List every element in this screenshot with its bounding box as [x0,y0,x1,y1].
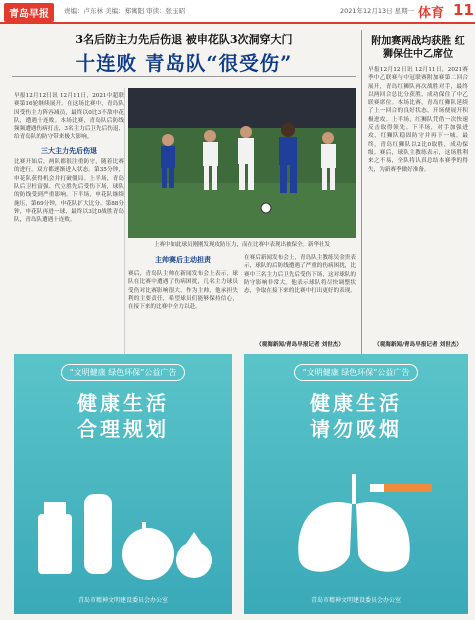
editors-line: 责编：卢东林 美编：郑寓阳 审读：张玉昭 [64,7,186,15]
photo-caption: 上赛中如此球员刚刚发现攻防压力，而在比赛中表现出被保全。新华社发 [153,242,330,248]
article-byline: （观海新闻/青岛早报记者 刘世杰） [256,342,344,348]
headline-divider [12,76,356,77]
poster-tag: “文明健康 绿色环保”公益广告 [61,364,186,381]
healthy-food-illustration [28,474,218,584]
poster-footer: 青岛市精神文明建设委员会办公室 [77,597,168,604]
article-body-coach: 赛后，青岛队主帅在新闻发布会上表示，球队在比赛中遭遇了伤病困扰，几名主力球员受伤对比赛影响很大。作为主帅，他承担失利的主要责任，希望球员们能够保持信心，在接下来的比赛中全力以赴。 [128,271,238,311]
section-divider [361,30,362,356]
lungs-cigarette-illustration [274,464,444,584]
poster-title-line1: 健康生活 [77,391,169,415]
article-body-press: 在赛后新闻发布会上，青岛队主教练吴金贵表示，球队的后防线遭遇了严重的伤病困扰，比赛中三名主力后卫先后受伤下场，这对球队的防守影响非常大。他表示球队将尽快调整状态，争取在接下来的比赛中打出更好的表现。 [244,255,356,295]
sidebar-byline: （观海新闻/青岛早报记者 刘世杰） [374,342,462,348]
psa-poster-no-smoking [244,354,468,614]
subhead-coach: 主帅赛后主动担责 [155,256,211,264]
article-kicker: 3名后防主力先后伤退 被申花队3次洞穿大门 [75,33,293,46]
article-body-injuries: 比赛开始后，两队都很注重防守，随着比赛的进行，双方都逐渐进入状态。第35分钟，申花队获得机会并打破僵局。上半场，青岛队后卫杜富强、代立胜先后受伤下场，球队的防线受到严重影响。下半场，申花队继续施压，第69分钟，申花队扩大比分。第88分钟，申花队再进一球，最终以3比0战胜青岛队，青岛队遭遇十连败。 [14,159,124,224]
issue-date: 2021年12月13日 星期一 [340,7,415,15]
column-divider [124,88,125,356]
page-number: 11 [453,1,474,19]
match-photo [128,88,356,238]
poster-title-line2: 请勿吸烟 [310,417,402,441]
psa-poster-planning [14,354,232,614]
article-headline: 十连败 青岛队“很受伤” [75,52,293,75]
poster-title-line2: 合理规划 [77,417,169,441]
newspaper-logo: 青岛早报 [4,3,54,22]
sidebar-article-body: 早报12月12日讯 12月11日，2021赛季中乙联赛与中冠联赛附加赛第二回合展开，青岛红狮队再次战胜对手，最终以两回合总比分获胜，成功保住了中乙联赛席位。本场比赛，青岛红狮队延续了上一回合的良好状态，开场便展开积极进攻。上半场，红狮队凭借一次快速反击取得领先。下半场，对手加强进攻，红狮队稳固防守并再下一城。最终，青岛红狮队以2比0取胜，成功保级。赛后，球队主教练表示，这场胜利来之不易，全队将认真总结本赛季的得失，为新赛季做好准备。 [368,67,468,173]
article-lead: 早报12月12日讯 12月11日，2021中超联赛第16轮继续展开。在这场比赛中，青岛队因受伤主力阵容减员，最终以0比3不敌申花队，遭遇十连败。本场比赛，青岛队后防线频频遭遇伤病打击，3名主力后卫先后伤退，给青岛队的防守带来极大影响。 [14,93,124,141]
subhead-injuries: 三大主力先后伤退 [41,145,97,155]
article-column-left [14,92,124,354]
sidebar-headline: 附加赛两战均获胜 红狮保住中乙席位 [371,36,465,60]
poster-tag: “文明健康 绿色环保”公益广告 [294,364,419,381]
poster-title-line1: 健康生活 [310,391,402,415]
poster-footer: 青岛市精神文明建设委员会办公室 [310,597,401,604]
section-name: 体育 [418,6,445,21]
